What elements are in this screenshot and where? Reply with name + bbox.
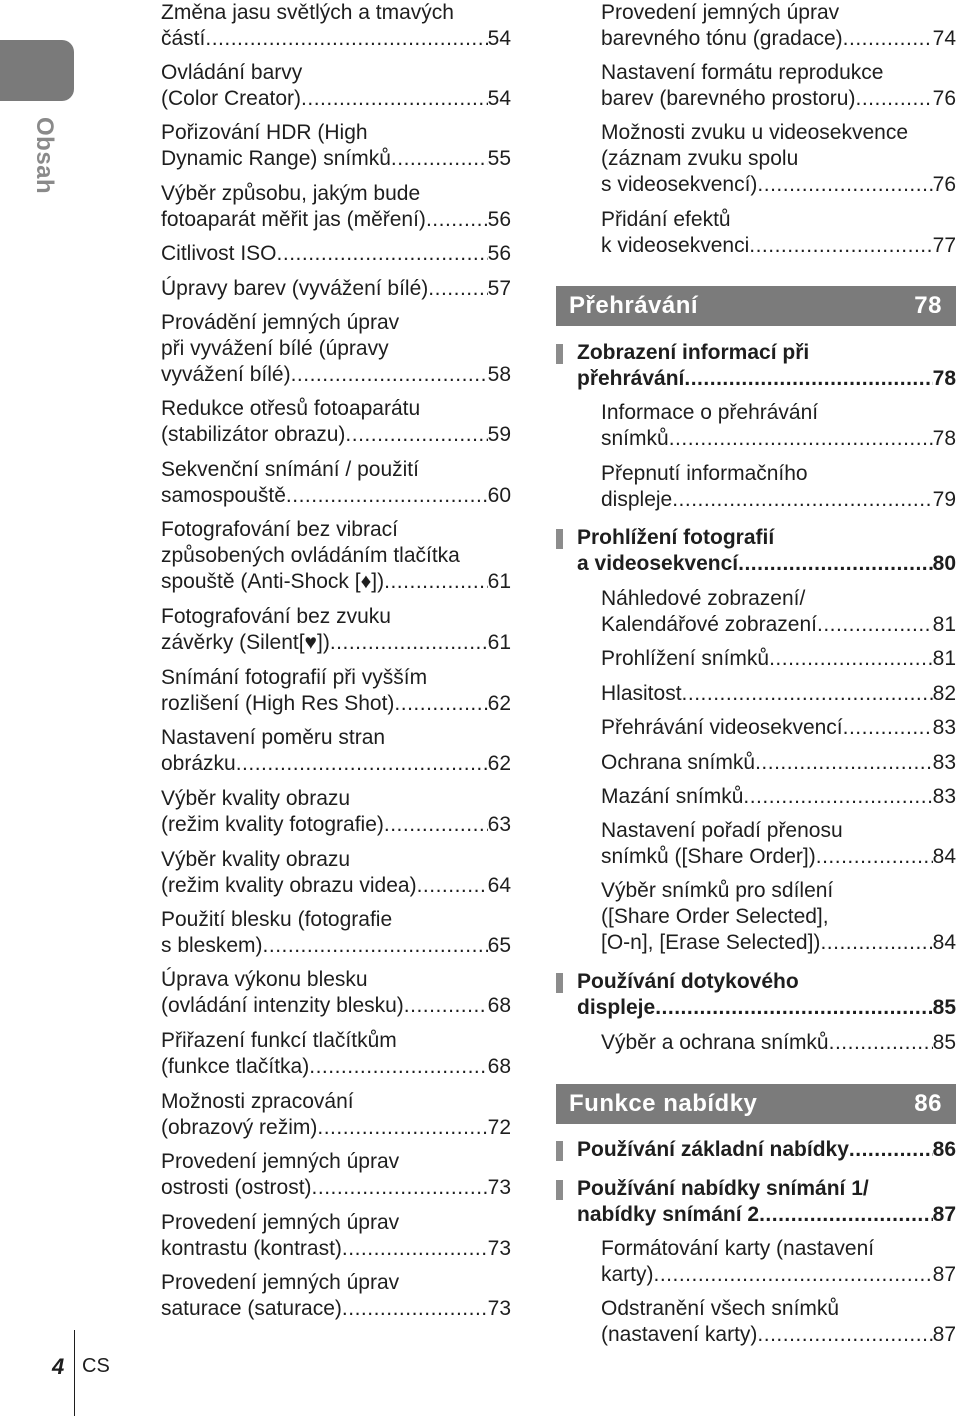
toc-entry-text: závěrky (Silent[♥]) — [161, 631, 330, 654]
toc-entry[interactable] — [601, 586, 956, 638]
dot-leader — [749, 233, 932, 259]
toc-entry-text: Provádění jemných úprav — [161, 311, 400, 334]
toc-page-number: 62 — [487, 692, 511, 715]
toc-page-number: 55 — [487, 147, 511, 170]
toc-entry-text: Výběr a ochrana snímků — [601, 1031, 829, 1054]
toc-entry[interactable] — [161, 967, 511, 1019]
toc-entry-text: Prohlížení snímků — [601, 647, 770, 670]
toc-entry[interactable] — [161, 310, 511, 388]
toc-entry-text: (ovládání intenzity blesku) — [161, 994, 404, 1017]
toc-entry-text: Ochrana snímků — [601, 751, 756, 774]
dot-leader — [277, 241, 488, 267]
dot-leader — [345, 422, 487, 448]
toc-entry-text: Formátování karty (nastavení — [601, 1237, 875, 1260]
toc-entry[interactable] — [601, 461, 956, 513]
toc-page-number: 86 — [932, 1138, 956, 1161]
toc-entry[interactable] — [161, 120, 511, 172]
toc-entry[interactable] — [601, 0, 956, 52]
toc-entry-text: Přepnutí informačního — [601, 462, 808, 485]
toc-entry-text: barev (barevného prostoru) — [601, 87, 856, 110]
toc-entry-text: obrázku — [161, 752, 236, 775]
dot-leader — [855, 86, 932, 112]
toc-entry-text: Ovládání barvy — [161, 61, 303, 84]
dot-leader — [394, 691, 487, 717]
toc-entry-text: Používání dotykového — [577, 970, 799, 993]
dot-leader — [263, 933, 488, 959]
toc-page-number: 73 — [487, 1237, 511, 1260]
toc-entry-text: Citlivost ISO — [161, 242, 277, 265]
toc-page-number: 62 — [487, 752, 511, 775]
toc-entry-text: (nastavení karty) — [601, 1323, 758, 1346]
toc-entry[interactable] — [161, 786, 511, 838]
toc-entry-text: Odstranění všech snímků — [601, 1297, 840, 1320]
toc-entry-text: [O‑n], [Erase Selected]) — [601, 931, 821, 954]
dot-leader — [843, 715, 933, 741]
dot-leader — [317, 1115, 487, 1141]
toc-page-number: 61 — [487, 631, 511, 654]
toc-page-number: 83 — [932, 716, 956, 739]
toc-page-number: 63 — [487, 813, 511, 836]
toc-entry-text: Náhledové zobrazení/ — [601, 587, 806, 610]
toc-entry-text: ostrosti (ostrost) — [161, 1176, 312, 1199]
toc-entry-text: Informace o přehrávání — [601, 401, 819, 424]
toc-entry[interactable] — [601, 60, 956, 112]
toc-entry[interactable] — [161, 517, 511, 595]
toc-entry-text: (stabilizátor obrazu) — [161, 423, 346, 446]
section-title: Funkce nabídky — [569, 1090, 758, 1117]
dot-leader — [759, 1202, 933, 1228]
section-header[interactable] — [556, 1084, 956, 1124]
toc-entry[interactable] — [601, 400, 956, 452]
dot-leader — [301, 86, 488, 112]
dot-leader — [417, 873, 488, 899]
toc-page-number: 73 — [487, 1176, 511, 1199]
toc-page-number: 84 — [932, 845, 956, 868]
dot-leader — [236, 751, 488, 777]
toc-entry[interactable] — [577, 1176, 956, 1228]
toc-entry-text: Výběr kvality obrazu — [161, 848, 351, 871]
dot-leader — [817, 612, 933, 638]
toc-entry[interactable] — [161, 396, 511, 448]
dot-leader — [682, 681, 933, 707]
toc-entry-text: Provedení jemných úprav — [161, 1271, 400, 1294]
toc-entry[interactable] — [601, 818, 956, 870]
dot-leader — [743, 784, 932, 810]
toc-page-number: 87 — [932, 1323, 956, 1346]
toc-page-number: 83 — [932, 751, 956, 774]
toc-entry[interactable] — [161, 276, 511, 302]
toc-page-number: 56 — [487, 208, 511, 231]
toc-entry-text: a videosekvencí — [577, 552, 739, 575]
toc-entry[interactable] — [601, 681, 956, 707]
toc-entry-text: snímků ([Share Order]) — [601, 845, 816, 868]
toc-entry-text: k videosekvenci — [601, 234, 750, 257]
toc-entry-text: Možnosti zpracování — [161, 1090, 354, 1113]
dot-leader — [291, 362, 488, 388]
toc-page-number: 57 — [487, 277, 511, 300]
dot-leader — [672, 487, 932, 513]
section-page-number: 78 — [914, 292, 942, 319]
toc-entry-text: Nastavení poměru stran — [161, 726, 386, 749]
toc-page-number: 82 — [932, 682, 956, 705]
toc-page-number: 54 — [487, 27, 511, 50]
toc-entry-text: Výběr způsobu, jakým bude — [161, 182, 421, 205]
toc-page-number: 60 — [487, 484, 511, 507]
toc-entry[interactable] — [601, 120, 956, 198]
toc-entry-text: (režim kvality fotografie) — [161, 813, 384, 836]
toc-entry-text: samospouště — [161, 484, 286, 507]
toc-entry-text: Přehrávání videosekvencí — [601, 716, 843, 739]
toc-entry-text: s bleskem) — [161, 934, 263, 957]
toc-entry[interactable] — [577, 969, 956, 1021]
toc-entry-text: saturace (saturace) — [161, 1297, 342, 1320]
toc-entry-text: (Color Creator) — [161, 87, 302, 110]
toc-entry-text: (obrazový režim) — [161, 1116, 318, 1139]
toc-entry-text: Používání nabídky snímání 1/ — [577, 1177, 869, 1200]
dot-leader — [404, 993, 488, 1019]
toc-page-number: 76 — [932, 173, 956, 196]
toc-entry[interactable] — [161, 847, 511, 899]
toc-entry-text: Používání základní nabídky — [577, 1138, 849, 1161]
toc-entry[interactable] — [161, 907, 511, 959]
dot-leader — [342, 1236, 488, 1262]
toc-entry[interactable] — [161, 181, 511, 233]
toc-entry[interactable] — [161, 1270, 511, 1322]
dot-leader — [843, 26, 933, 52]
toc-page-number: 87 — [932, 1263, 956, 1286]
page-number: 4 — [52, 1354, 65, 1379]
toc-page-number: 58 — [487, 363, 511, 386]
toc-entry-text: Provedení jemných úprav — [161, 1211, 400, 1234]
toc-entry-text: Kalendářové zobrazení — [601, 613, 817, 636]
section-page-number: 86 — [914, 1090, 942, 1117]
toc-entry-text: Úpravy barev (vyvážení bílé) — [161, 277, 429, 300]
toc-entry[interactable] — [161, 1028, 511, 1080]
toc-page-number: 81 — [932, 613, 956, 636]
toc-page-number: 85 — [932, 996, 956, 1019]
dot-leader — [286, 483, 488, 509]
dot-leader — [384, 812, 488, 838]
toc-entry[interactable] — [161, 1089, 511, 1141]
dot-leader — [669, 426, 933, 452]
toc-entry-text: (funkce tlačítka) — [161, 1055, 310, 1078]
toc-entry[interactable] — [601, 1030, 956, 1056]
toc-entry[interactable] — [161, 60, 511, 112]
toc-page-number: 74 — [932, 27, 956, 50]
toc-entry-text: přehrávání — [577, 367, 685, 390]
toc-entry-text: Hlasitost — [601, 682, 682, 705]
toc-entry-text: s videosekvencí) — [601, 173, 758, 196]
toc-entry-text: Redukce otřesů fotoaparátu — [161, 397, 421, 420]
toc-entry[interactable] — [601, 1296, 956, 1348]
side-tab-label: Obsah — [31, 117, 58, 195]
toc-page-number: 77 — [932, 234, 956, 257]
toc-entry-text: Pořizování HDR (High — [161, 121, 368, 144]
toc-entry[interactable] — [601, 878, 956, 956]
toc-entry[interactable] — [577, 525, 956, 577]
toc-entry-text: spouště (Anti-Shock [♦]) — [161, 570, 385, 593]
dot-leader — [757, 1322, 932, 1348]
toc-entry-text: Použití blesku (fotografie — [161, 908, 393, 931]
toc-entry-text: kontrastu (kontrast) — [161, 1237, 342, 1260]
toc-entry-text: Provedení jemných úprav — [161, 1150, 400, 1173]
toc-entry-text: Přidání efektů — [601, 208, 731, 231]
toc-entry-text: nabídky snímání 2 — [577, 1203, 760, 1226]
dot-leader — [312, 1175, 488, 1201]
toc-entry-text: karty) — [601, 1263, 654, 1286]
dot-leader — [849, 1137, 933, 1163]
toc-entry-text: částí — [161, 27, 206, 50]
toc-entry-text: Dynamic Range) snímků — [161, 147, 391, 170]
dot-leader — [384, 569, 488, 595]
toc-entry[interactable] — [601, 784, 956, 810]
toc-page-number: 76 — [932, 87, 956, 110]
toc-entry[interactable] — [601, 750, 956, 776]
section-title: Přehrávání — [569, 292, 699, 319]
toc-entry[interactable] — [161, 457, 511, 509]
toc-entry[interactable] — [601, 1236, 956, 1288]
toc-page-number: 59 — [487, 423, 511, 446]
dot-leader — [654, 1262, 933, 1288]
language-code: CS — [82, 1355, 110, 1377]
toc-entry-text: snímků — [601, 427, 669, 450]
toc-entry[interactable] — [161, 241, 511, 267]
toc-page-number: 78 — [932, 367, 956, 390]
dot-leader — [757, 172, 932, 198]
dot-leader — [205, 26, 487, 52]
toc-entry[interactable] — [161, 604, 511, 656]
side-tab — [0, 40, 74, 101]
toc-entry[interactable] — [601, 646, 956, 672]
toc-entry-text: Fotografování bez vibrací — [161, 518, 398, 541]
toc-entry[interactable] — [601, 207, 956, 259]
toc-page-number: 56 — [487, 242, 511, 265]
toc-page-number: 80 — [932, 552, 956, 575]
toc-entry-text: Nastavení pořadí přenosu — [601, 819, 843, 842]
toc-entry-text: barevného tónu (gradace) — [601, 27, 843, 50]
dot-leader — [829, 1030, 933, 1056]
toc-entry-text: Změna jasu světlých a tmavých — [161, 1, 454, 24]
toc-page-number: 87 — [932, 1203, 956, 1226]
toc-page-number: 84 — [932, 931, 956, 954]
toc-entry-text: Fotografování bez zvuku — [161, 605, 391, 628]
dot-leader — [769, 646, 933, 672]
dot-leader — [391, 146, 488, 172]
toc-entry-text: (záznam zvuku spolu — [601, 147, 799, 170]
toc-entry-text: fotoaparát měřit jas (měření) — [161, 208, 426, 231]
toc-page-number: 85 — [932, 1031, 956, 1054]
toc-entry-text: Úprava výkonu blesku — [161, 968, 368, 991]
toc-entry-text: Výběr snímků pro sdílení — [601, 879, 834, 902]
toc-entry[interactable] — [161, 725, 511, 777]
dot-leader — [820, 930, 932, 956]
toc-page-number: 83 — [932, 785, 956, 808]
toc-entry-text: Nastavení formátu reprodukce — [601, 61, 884, 84]
toc-page-number: 78 — [932, 427, 956, 450]
dot-leader — [342, 1296, 488, 1322]
toc-page-number: 68 — [487, 1055, 511, 1078]
toc-entry-text: Možnosti zvuku u videosekvence — [601, 121, 908, 144]
dot-leader — [426, 207, 488, 233]
toc-entry-text: Sekvenční snímání / použití — [161, 458, 419, 481]
toc-entry-text: displeje — [577, 996, 656, 1019]
toc-page-number: 81 — [932, 647, 956, 670]
dot-leader — [428, 276, 487, 302]
toc-page-number: 72 — [487, 1116, 511, 1139]
toc-entry-text: při vyvážení bílé (úpravy — [161, 337, 389, 360]
toc-entry-text: Přiřazení funkcí tlačítkům — [161, 1029, 397, 1052]
toc-entry[interactable] — [577, 340, 956, 392]
toc-page-number: 73 — [487, 1297, 511, 1320]
dot-leader — [755, 750, 933, 776]
dot-leader — [330, 630, 488, 656]
toc-entry-text: Prohlížení fotografií — [577, 526, 775, 549]
dot-leader — [816, 844, 933, 870]
toc-entry-text: Snímání fotografií při vyšším — [161, 666, 428, 689]
dot-leader — [738, 551, 933, 577]
toc-entry[interactable] — [601, 715, 956, 741]
toc-entry[interactable] — [161, 1149, 511, 1201]
dot-leader — [655, 995, 932, 1021]
section-header[interactable] — [556, 286, 956, 326]
toc-entry[interactable] — [161, 1210, 511, 1262]
dot-leader — [684, 366, 932, 392]
toc-entry[interactable] — [577, 1137, 956, 1163]
toc-entry-text: (režim kvality obrazu videa) — [161, 874, 417, 897]
toc-page-number: 68 — [487, 994, 511, 1017]
toc-entry-text: vyvážení bílé) — [161, 363, 291, 386]
toc-entry-text: Provedení jemných úprav — [601, 1, 840, 24]
toc-entry-text: ([Share Order Selected], — [601, 905, 829, 928]
toc-entry-text: Zobrazení informací při — [577, 341, 810, 364]
toc-entry-text: Výběr kvality obrazu — [161, 787, 351, 810]
toc-entry-text: displeje — [601, 488, 673, 511]
toc-entry-text: způsobených ovládáním tlačítka — [161, 544, 460, 567]
toc-entry[interactable] — [161, 665, 511, 717]
toc-entry-text: rozlišení (High Res Shot) — [161, 692, 395, 715]
footer-divider — [74, 1330, 75, 1416]
dot-leader — [309, 1054, 487, 1080]
toc-entry-text: Mazání snímků — [601, 785, 744, 808]
toc-page-number: 79 — [932, 488, 956, 511]
toc-entry[interactable] — [161, 0, 511, 52]
toc-page-number: 65 — [487, 934, 511, 957]
toc-page-number: 54 — [487, 87, 511, 110]
toc-page-number: 64 — [487, 874, 511, 897]
toc-page-number: 61 — [487, 570, 511, 593]
